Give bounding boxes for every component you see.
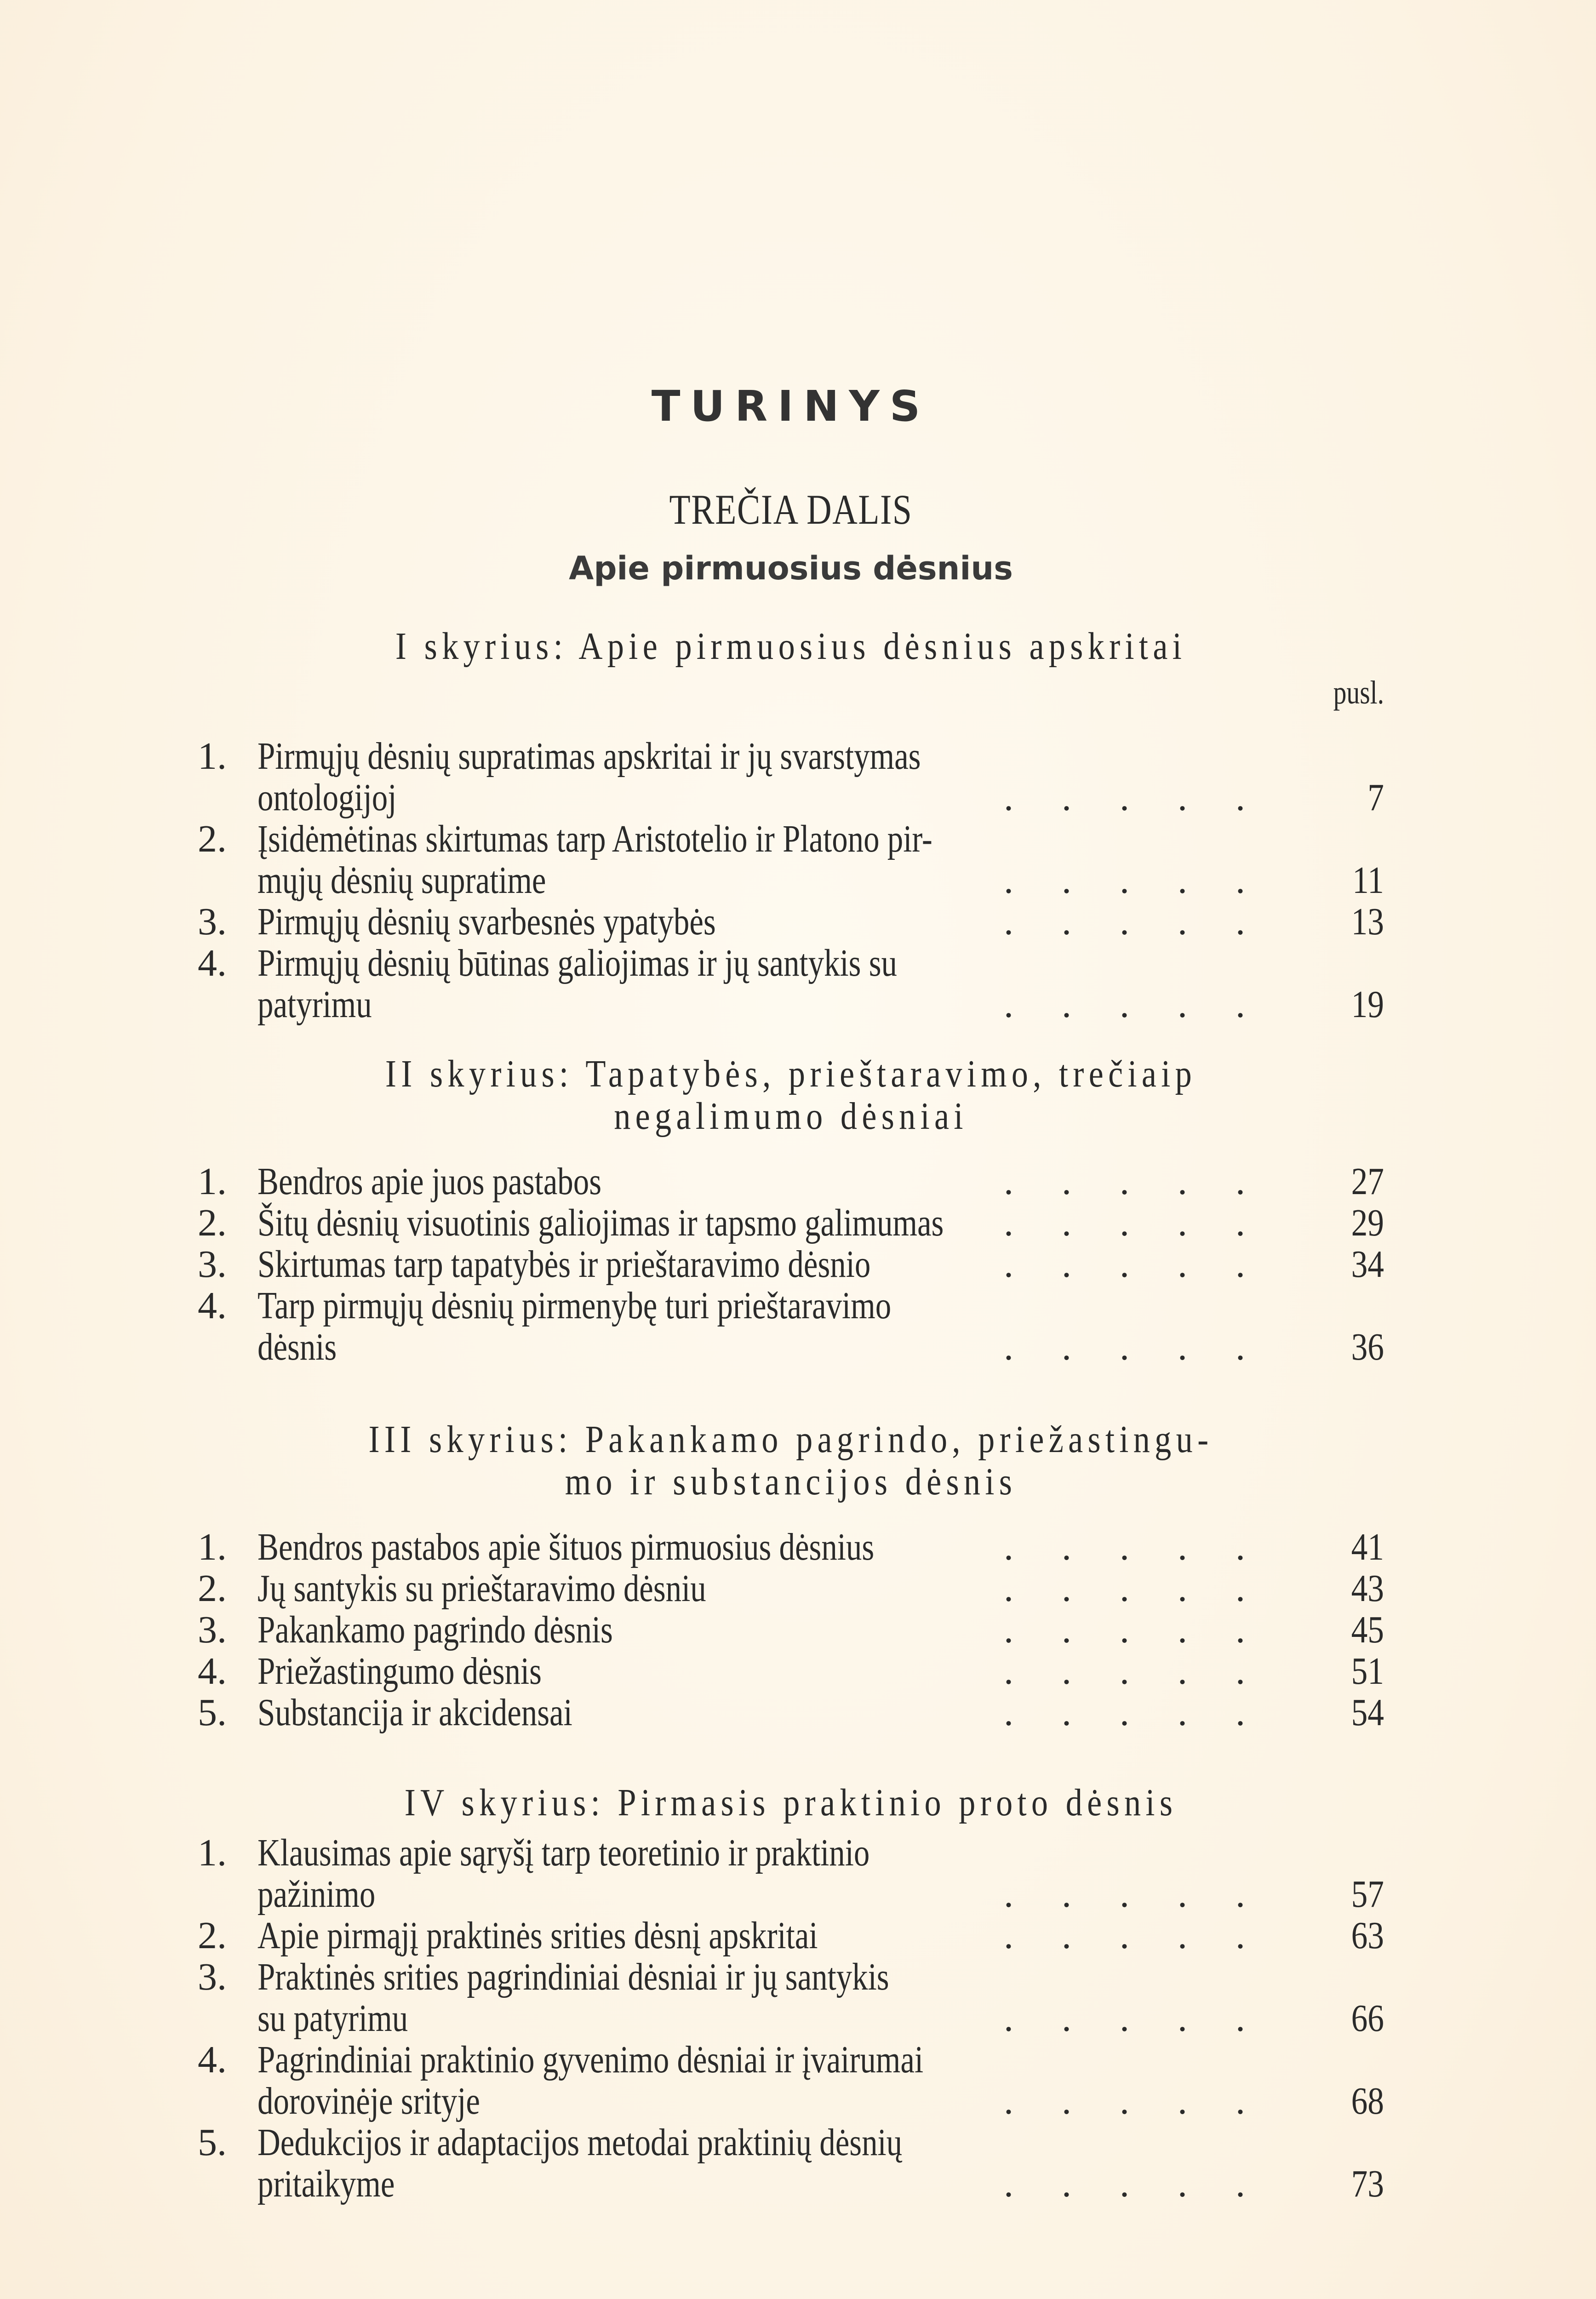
entry-page-number: 73 bbox=[1351, 2162, 1384, 2205]
entry-number: 4. bbox=[198, 942, 227, 984]
entry-number: 2. bbox=[198, 818, 227, 860]
toc-entry[interactable] bbox=[198, 1527, 1384, 1568]
chapter-heading-line: IV skyrius: Pirmasis praktinio proto dėsnis bbox=[404, 1781, 1178, 1824]
entry-title-continuation: dėsnis bbox=[257, 1326, 337, 1368]
leader-dots: . . . . . bbox=[1004, 859, 1264, 902]
toc-entry[interactable] bbox=[198, 1285, 1384, 1368]
entry-title: Substancija ir akcidensai bbox=[257, 1691, 572, 1734]
entry-number: 3. bbox=[198, 1243, 227, 1286]
leader-dots: . . . . . bbox=[1004, 1650, 1264, 1693]
leader-dots: . . . . . bbox=[1004, 1160, 1264, 1203]
entry-title: Tarp pirmųjų dėsnių pirmenybę turi prieštaravimo bbox=[257, 1284, 892, 1327]
entry-title-continuation: su patyrimu bbox=[257, 1997, 408, 2040]
page-column-label: pusl. bbox=[1333, 674, 1384, 711]
entry-title-continuation: patyrimu bbox=[257, 983, 372, 1026]
entry-page-number: 29 bbox=[1351, 1201, 1384, 1244]
leader-dots: . . . . . bbox=[1004, 983, 1264, 1026]
toc-entry[interactable] bbox=[198, 1956, 1384, 2039]
entry-title-continuation: dorovinėje srityje bbox=[257, 2080, 480, 2122]
entry-page-number: 27 bbox=[1351, 1160, 1384, 1203]
entry-page-number: 36 bbox=[1351, 1326, 1384, 1368]
entry-title: Priežastingumo dėsnis bbox=[257, 1650, 542, 1693]
entry-title: Pirmųjų dėsnių supratimas apskritai ir jų svarstymas bbox=[257, 735, 921, 778]
entry-number: 5. bbox=[198, 2121, 227, 2164]
entry-title: Jų santykis su prieštaravimo dėsniu bbox=[257, 1567, 706, 1610]
entry-page-number: 41 bbox=[1351, 1526, 1384, 1568]
entry-title-continuation: pažinimo bbox=[257, 1873, 376, 1916]
leader-dots: . . . . . bbox=[1004, 1997, 1264, 2040]
leader-dots: . . . . . bbox=[1004, 1243, 1264, 1286]
entry-page-number: 34 bbox=[1351, 1243, 1384, 1286]
chapter-heading-line: negalimumo dėsniai bbox=[614, 1095, 968, 1138]
entry-number: 5. bbox=[198, 1691, 227, 1734]
toc-entry[interactable] bbox=[198, 1609, 1384, 1651]
entry-title: Šitų dėsnių visuotinis galiojimas ir tapsmo galimumas bbox=[257, 1201, 944, 1244]
entry-page-number: 13 bbox=[1351, 900, 1384, 943]
toc-entry[interactable] bbox=[198, 1832, 1384, 1915]
entry-number: 1. bbox=[198, 1160, 227, 1203]
entry-page-number: 68 bbox=[1351, 2080, 1384, 2122]
entry-number: 2. bbox=[198, 1201, 227, 1244]
entry-number: 4. bbox=[198, 1284, 227, 1327]
entry-page-number: 11 bbox=[1352, 859, 1384, 902]
toc-entry[interactable] bbox=[198, 1568, 1384, 1609]
leader-dots: . . . . . bbox=[1004, 1526, 1264, 1568]
entry-title: Praktinės srities pagrindiniai dėsniai ir jų santykis bbox=[257, 1956, 889, 1998]
leader-dots: . . . . . bbox=[1004, 1914, 1264, 1957]
entry-page-number: 43 bbox=[1351, 1567, 1384, 1610]
entry-number: 1. bbox=[198, 1526, 227, 1568]
toc-entry[interactable] bbox=[198, 1915, 1384, 1956]
entry-page-number: 19 bbox=[1351, 983, 1384, 1026]
entry-title: Įsidėmėtinas skirtumas tarp Aristotelio ir Platono pir- bbox=[257, 818, 932, 860]
chapter-heading-line: I skyrius: Apie pirmuosius dėsnius apskritai bbox=[395, 625, 1187, 668]
toc-entry[interactable] bbox=[198, 2122, 1384, 2205]
entry-number: 4. bbox=[198, 1650, 227, 1693]
leader-dots: . . . . . bbox=[1004, 2080, 1264, 2122]
entry-number: 4. bbox=[198, 2038, 227, 2081]
chapter-heading-line: III skyrius: Pakankamo pagrindo, priežastingu- bbox=[368, 1418, 1213, 1461]
toc-entry[interactable] bbox=[198, 2039, 1384, 2122]
entry-page-number: 7 bbox=[1367, 776, 1384, 819]
entry-title: Pagrindiniai praktinio gyvenimo dėsniai ir įvairumai bbox=[257, 2038, 924, 2081]
entry-page-number: 66 bbox=[1351, 1997, 1384, 2040]
entry-page-number: 63 bbox=[1351, 1914, 1384, 1957]
entry-title: Pirmųjų dėsnių būtinas galiojimas ir jų santykis su bbox=[257, 942, 897, 984]
chapter-heading-line: mo ir substancijos dėsnis bbox=[565, 1460, 1017, 1503]
toc-entry[interactable] bbox=[198, 1161, 1384, 1202]
toc-entry[interactable] bbox=[198, 1692, 1384, 1733]
leader-dots: . . . . . bbox=[1004, 1567, 1264, 1610]
leader-dots: . . . . . bbox=[1004, 1201, 1264, 1244]
leader-dots: . . . . . bbox=[1004, 1608, 1264, 1651]
leader-dots: . . . . . bbox=[1004, 1873, 1264, 1916]
leader-dots: . . . . . bbox=[1004, 1691, 1264, 1734]
toc-entry[interactable] bbox=[198, 1202, 1384, 1244]
toc-entry[interactable] bbox=[198, 818, 1384, 901]
toc-title: TURINYS bbox=[651, 382, 931, 431]
entry-title-continuation: ontologijoj bbox=[257, 776, 397, 819]
entry-number: 2. bbox=[198, 1914, 227, 1957]
entry-page-number: 54 bbox=[1351, 1691, 1384, 1734]
toc-entry[interactable] bbox=[198, 1244, 1384, 1285]
entry-title: Klausimas apie sąryšį tarp teoretinio ir praktinio bbox=[257, 1831, 870, 1874]
chapter-heading bbox=[281, 625, 1301, 668]
entry-title: Pakankamo pagrindo dėsnis bbox=[257, 1608, 613, 1651]
entry-number: 1. bbox=[198, 735, 227, 778]
chapter-heading bbox=[281, 1418, 1301, 1503]
entry-title-continuation: mųjų dėsnių supratime bbox=[257, 859, 546, 902]
chapter-heading bbox=[281, 1053, 1301, 1138]
part-title: TREČIA DALIS bbox=[669, 486, 913, 533]
chapter-heading bbox=[281, 1782, 1301, 1824]
entry-page-number: 51 bbox=[1351, 1650, 1384, 1693]
toc-entry[interactable] bbox=[198, 736, 1384, 818]
entry-number: 1. bbox=[198, 1831, 227, 1874]
entry-title: Skirtumas tarp tapatybės ir prieštaravimo dėsnio bbox=[257, 1243, 871, 1286]
entry-title: Bendros apie juos pastabos bbox=[257, 1160, 601, 1203]
entry-page-number: 45 bbox=[1351, 1608, 1384, 1651]
entry-number: 3. bbox=[198, 1956, 227, 1998]
entry-title-continuation: pritaikyme bbox=[257, 2162, 395, 2205]
entry-title: Dedukcijos ir adaptacijos metodai praktinių dėsnių bbox=[257, 2121, 903, 2164]
leader-dots: . . . . . bbox=[1004, 776, 1264, 819]
entry-title: Pirmųjų dėsnių svarbesnės ypatybės bbox=[257, 900, 716, 943]
entry-number: 2. bbox=[198, 1567, 227, 1610]
leader-dots: . . . . . bbox=[1004, 900, 1264, 943]
leader-dots: . . . . . bbox=[1004, 1326, 1264, 1368]
chapter-heading-line: II skyrius: Tapatybės, prieštaravimo, trečiaip bbox=[385, 1052, 1197, 1095]
toc-entry[interactable] bbox=[198, 901, 1384, 943]
entry-title: Apie pirmąjį praktinės srities dėsnį apskritai bbox=[257, 1914, 818, 1957]
entry-number: 3. bbox=[198, 900, 227, 943]
entry-title: Bendros pastabos apie šituos pirmuosius dėsnius bbox=[257, 1526, 875, 1568]
toc-entry[interactable] bbox=[198, 1651, 1384, 1692]
toc-entry[interactable] bbox=[198, 943, 1384, 1025]
entry-page-number: 57 bbox=[1351, 1873, 1384, 1916]
entry-number: 3. bbox=[198, 1608, 227, 1651]
part-subtitle: Apie pirmuosius dėsnius bbox=[569, 549, 1013, 587]
leader-dots: . . . . . bbox=[1004, 2162, 1264, 2205]
